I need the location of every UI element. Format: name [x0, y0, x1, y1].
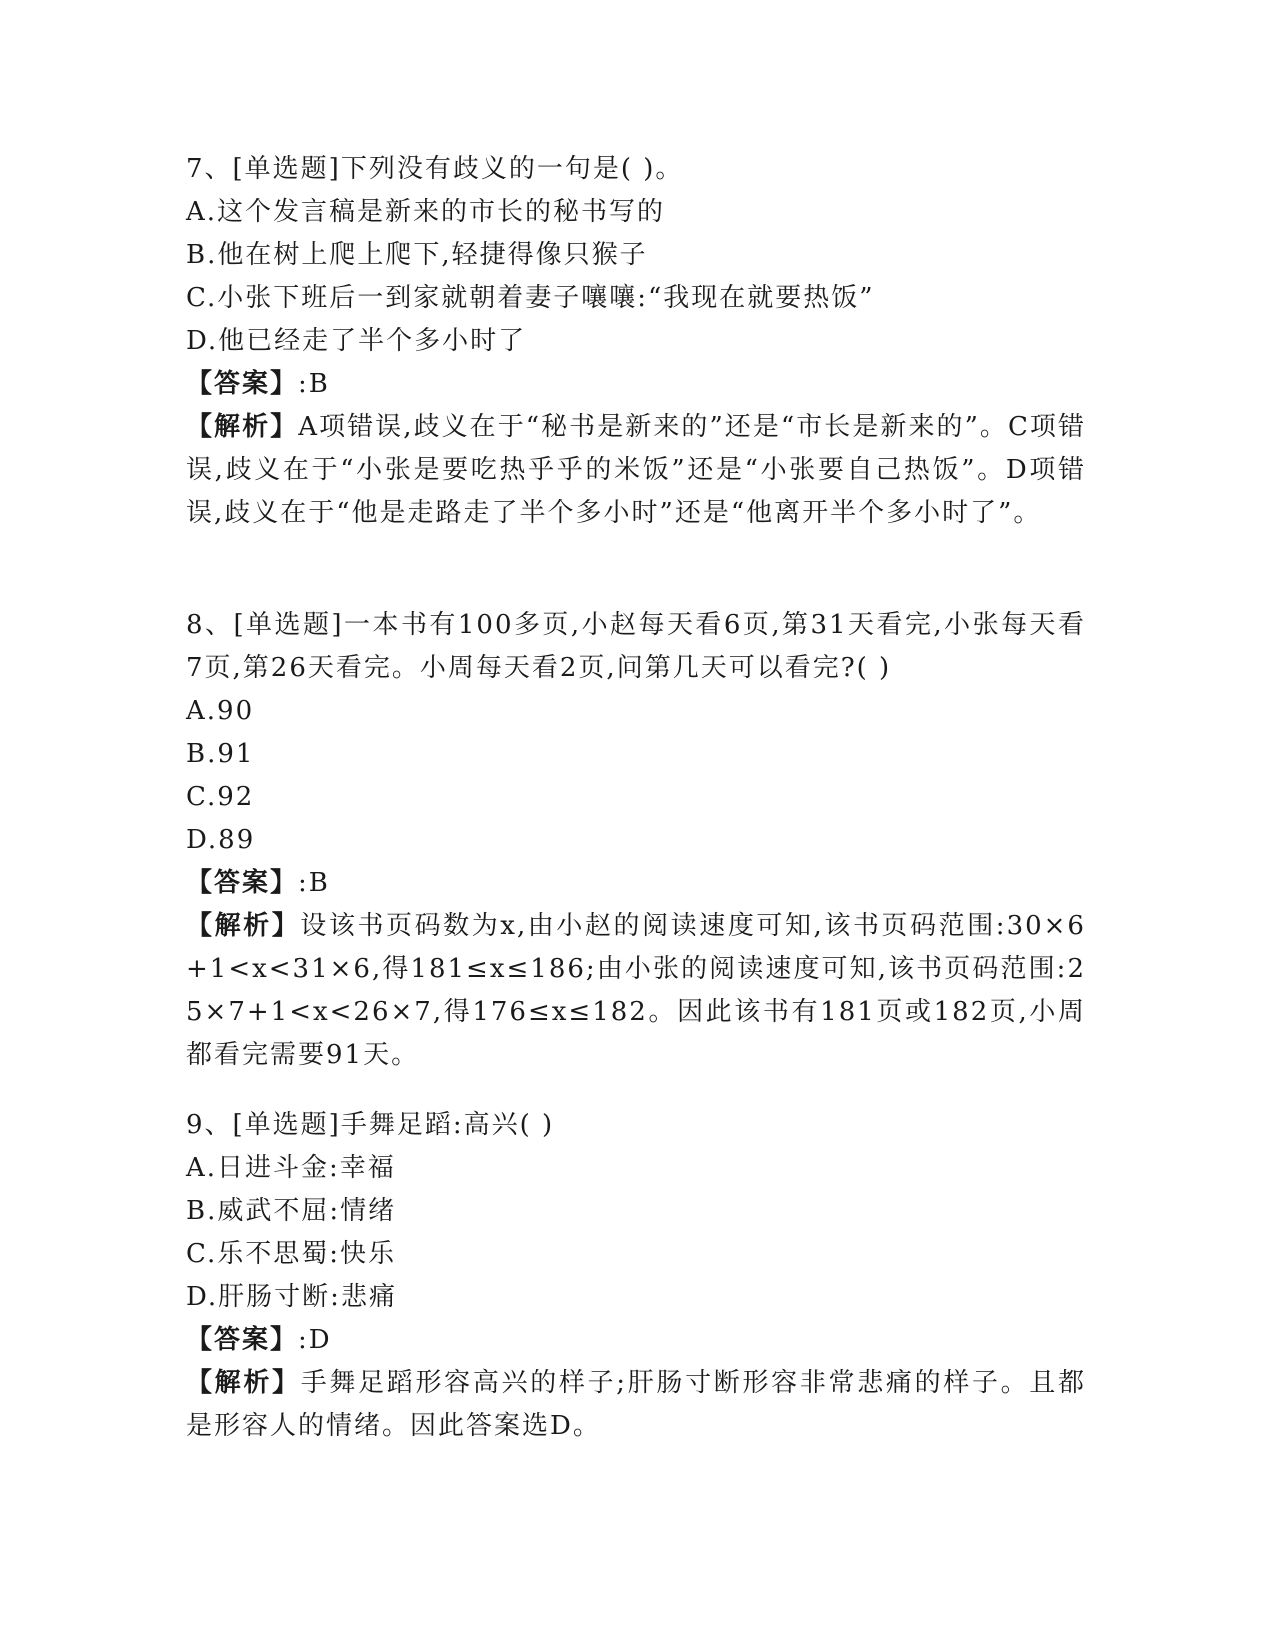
- analysis-block: [186, 1362, 1086, 1448]
- question-stem: 8、[单选题]一本书有100多页,小赵每天看6页,第31天看完,小张每天看7页,第26天看完。小周每天看2页,问第几天可以看完?( ): [186, 610, 1086, 683]
- option-c: C.小张下班后一到家就朝着妻子嚷嚷:“我现在就要热饭”: [186, 283, 875, 313]
- question-8: [186, 604, 1086, 1077]
- option-b: B.他在树上爬上爬下,轻捷得像只猴子: [186, 240, 648, 270]
- answer-line: [186, 363, 1086, 406]
- answer-value: :B: [298, 868, 330, 898]
- option-d: D.89: [186, 825, 256, 855]
- analysis-text: 设该书页码数为x,由小赵的阅读速度可知,该书页码范围:30×6+1<x<31×6,得181≤x≤186;由小张的阅读速度可知,该书页码范围:25×7+1<x<26×7,得176≤x≤182。因此该书有181页或182页,小周都看完需要91天。: [186, 911, 1086, 1070]
- option-d: D.他已经走了半个多小时了: [186, 326, 527, 356]
- answer-label: 【答案】: [186, 868, 299, 898]
- option-c: C.92: [186, 782, 255, 812]
- option-a: A.90: [186, 696, 255, 726]
- answer-line: [186, 862, 1086, 905]
- analysis-block: [186, 905, 1086, 1077]
- option-b: B.91: [186, 739, 255, 769]
- option-c: C.乐不思蜀:快乐: [186, 1239, 396, 1269]
- answer-value: :D: [298, 1325, 332, 1355]
- answer-line: [186, 1319, 1086, 1362]
- analysis-block: [186, 406, 1086, 535]
- analysis-text: A项错误,歧义在于“秘书是新来的”还是“市长是新来的”。C项错误,歧义在于“小张是要吃热乎乎的米饭”还是“小张要自己热饭”。D项错误,歧义在于“他是走路走了半个多小时”还是“他离开半个多小时了”。: [186, 412, 1086, 528]
- analysis-label: 【解析】: [186, 412, 299, 442]
- analysis-label: 【解析】: [186, 911, 301, 941]
- analysis-label: 【解析】: [186, 1368, 301, 1398]
- answer-value: :B: [298, 369, 330, 399]
- question-stem: 9、[单选题]手舞足蹈:高兴( ): [186, 1110, 555, 1140]
- answer-label: 【答案】: [186, 1325, 299, 1355]
- question-7: [186, 148, 1086, 535]
- option-a: A.日进斗金:幸福: [186, 1153, 396, 1183]
- answer-label: 【答案】: [186, 369, 299, 399]
- analysis-text: 手舞足蹈形容高兴的样子;肝肠寸断形容非常悲痛的样子。且都是形容人的情绪。因此答案选D。: [186, 1368, 1086, 1441]
- question-stem: 7、[单选题]下列没有歧义的一句是( )。: [186, 154, 684, 184]
- option-d: D.肝肠寸断:悲痛: [186, 1282, 397, 1312]
- question-9: [186, 1104, 1086, 1448]
- option-b: B.威武不屈:情绪: [186, 1196, 397, 1226]
- option-a: A.这个发言稿是新来的市长的秘书写的: [186, 197, 666, 227]
